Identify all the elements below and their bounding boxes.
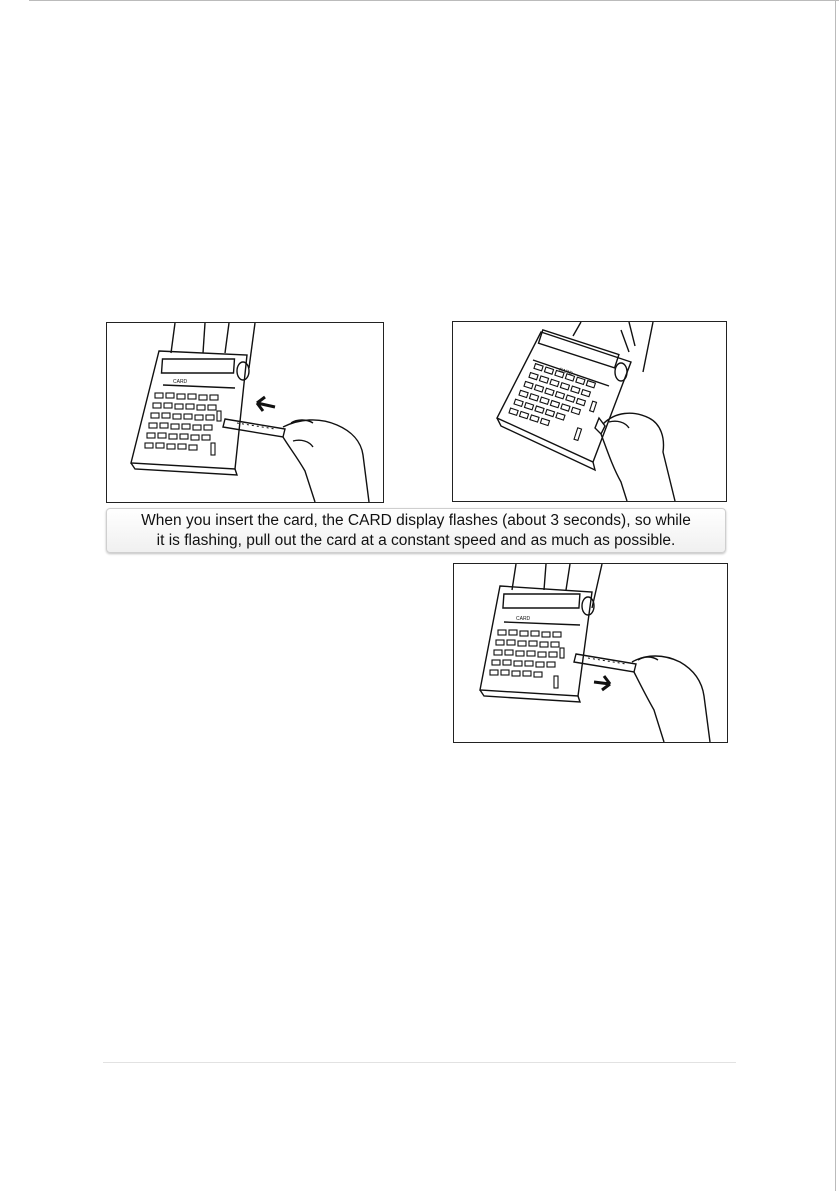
caption-line-2: it is flashing, pull out the card at a constant speed and as much as possible. (156, 531, 676, 549)
instruction-caption (106, 508, 726, 553)
illustration-insert-card (106, 322, 384, 503)
svg-text:CARD: CARD (173, 379, 188, 385)
page-edge (835, 0, 836, 1191)
caption-line-1: When you insert the card, the CARD display flashes (about 3 seconds), so while (141, 511, 691, 529)
footer-rule (103, 1062, 736, 1063)
illustration-pull-out-card (453, 563, 728, 743)
svg-text:CARD: CARD (516, 616, 531, 622)
svg-text:CARD: CARD (557, 366, 574, 377)
page-edge (29, 0, 839, 1)
illustration-card-inserted (452, 321, 727, 502)
